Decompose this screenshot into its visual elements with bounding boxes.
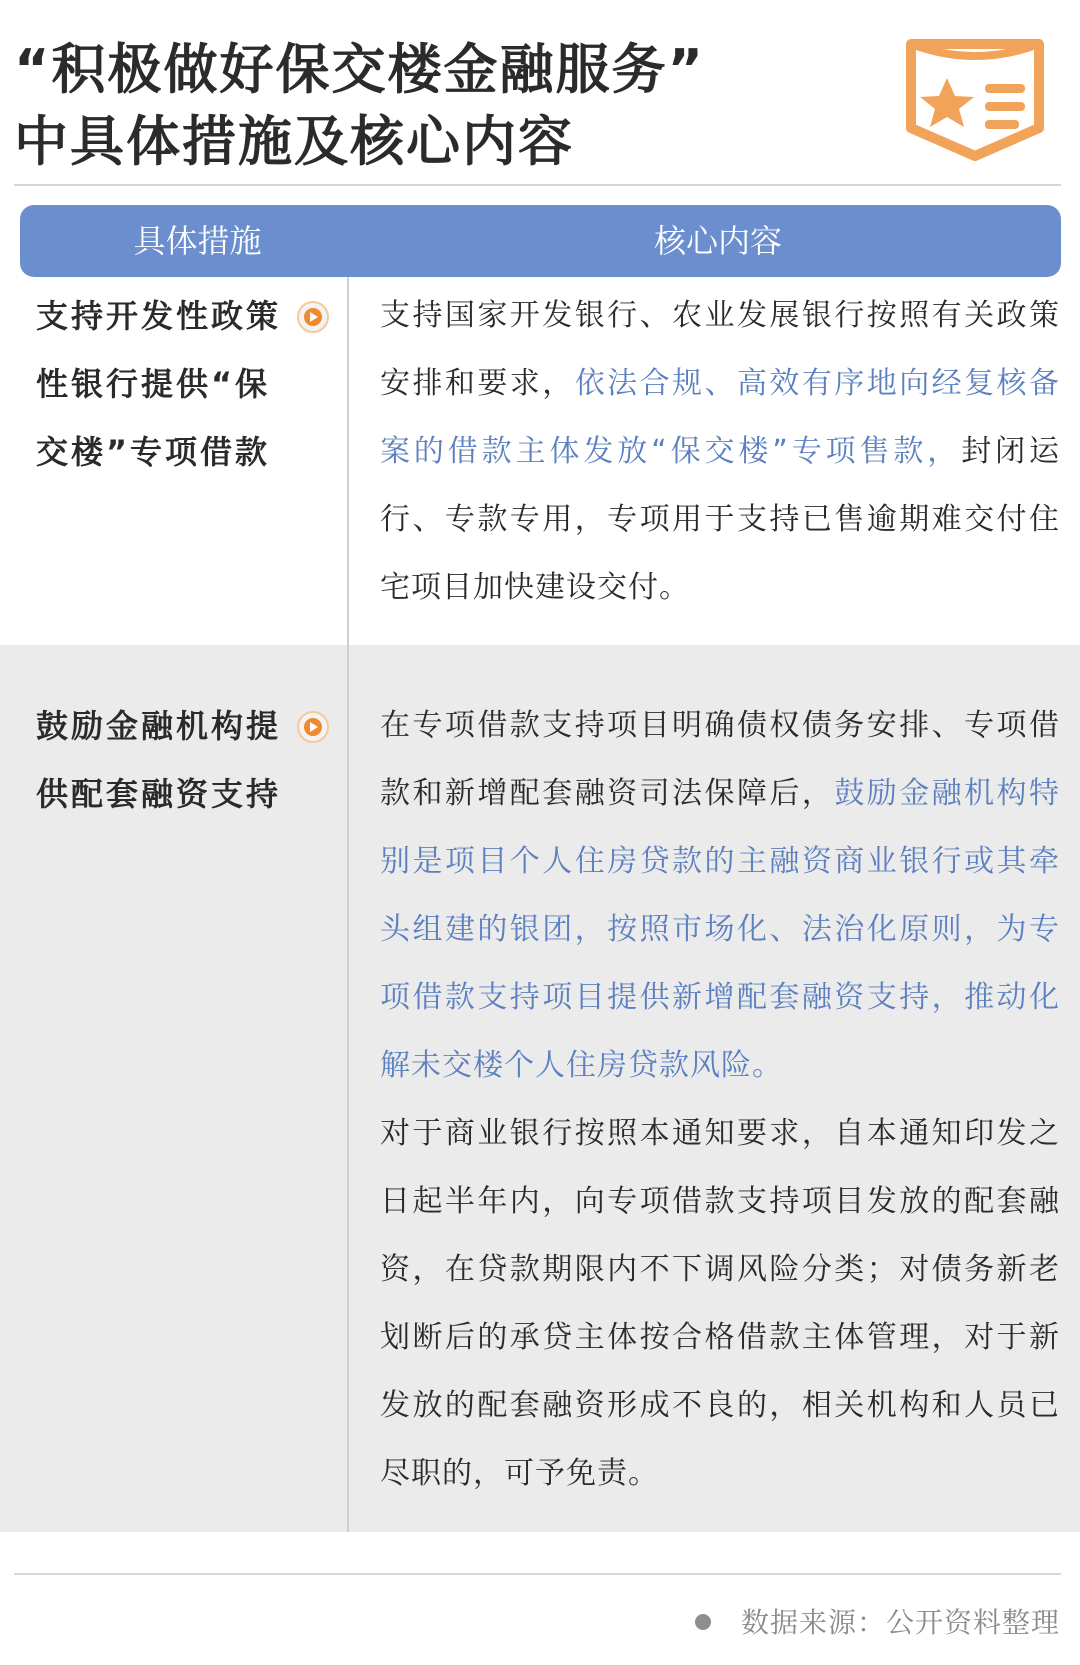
title-line-2: 中具体措施及核心内容 — [14, 110, 574, 173]
certificate-star-icon — [905, 32, 1045, 162]
header-measures: 具体措施 — [133, 222, 262, 260]
top-divider — [14, 184, 1061, 186]
measure-1-label: 支持开发性政策性银行提供“保交楼”专项借款 — [36, 297, 282, 471]
measure-2-label: 鼓励金融机构提供配套融资支持 — [36, 707, 282, 813]
page-title — [14, 34, 705, 178]
content-1-part-1: 支持国家开发银行、农业发展银行按照有关政策安排和要求， — [380, 298, 1060, 401]
header-core-content: 核心内容 — [653, 222, 782, 260]
play-circle-icon — [297, 711, 329, 743]
content-2 — [380, 692, 1060, 1508]
column-divider — [347, 277, 349, 1532]
content-2-part-1: 在专项借款支持项目明确债权债务安排、专项借款和新增配套融资司法保障后， — [380, 708, 1060, 811]
content-1 — [380, 282, 1060, 622]
title-line-1: “积极做好保交楼金融服务” — [14, 38, 705, 101]
source-text: 数据来源：公开资料整理 — [740, 1606, 1060, 1639]
bullet-dot-icon — [695, 1614, 711, 1630]
content-1-part-3: 封闭运行、专款专用，专项用于支持已售逾期难交付住宅项目加快建设交付。 — [380, 434, 1060, 605]
content-2-paragraph-2: 对于商业银行按照本通知要求，自本通知印发之日起半年内，向专项借款支持项目发放的配套融资，在贷款期限内不下调风险分类；对债务新老划断后的承贷主体按合格借款主体管理，对于新发放的配套融资形成不良的，相关机构和人员已尽职的，可予免责。 — [380, 1116, 1060, 1491]
bottom-divider — [14, 1573, 1061, 1575]
play-circle-icon — [297, 301, 329, 333]
table-header — [20, 205, 1061, 277]
data-source — [695, 1598, 1060, 1648]
content-2-highlight: 鼓励金融机构特别是项目个人住房贷款的主融资商业银行或其牵头组建的银团，按照市场化、法治化原则，为专项借款支持项目提供新增配套融资支持，推动化解未交楼个人住房贷款风险。 — [380, 776, 1061, 1083]
content-1-highlight: 依法合规、高效有序地向经复核备案的借款主体发放“保交楼”专项售款， — [380, 366, 1061, 469]
